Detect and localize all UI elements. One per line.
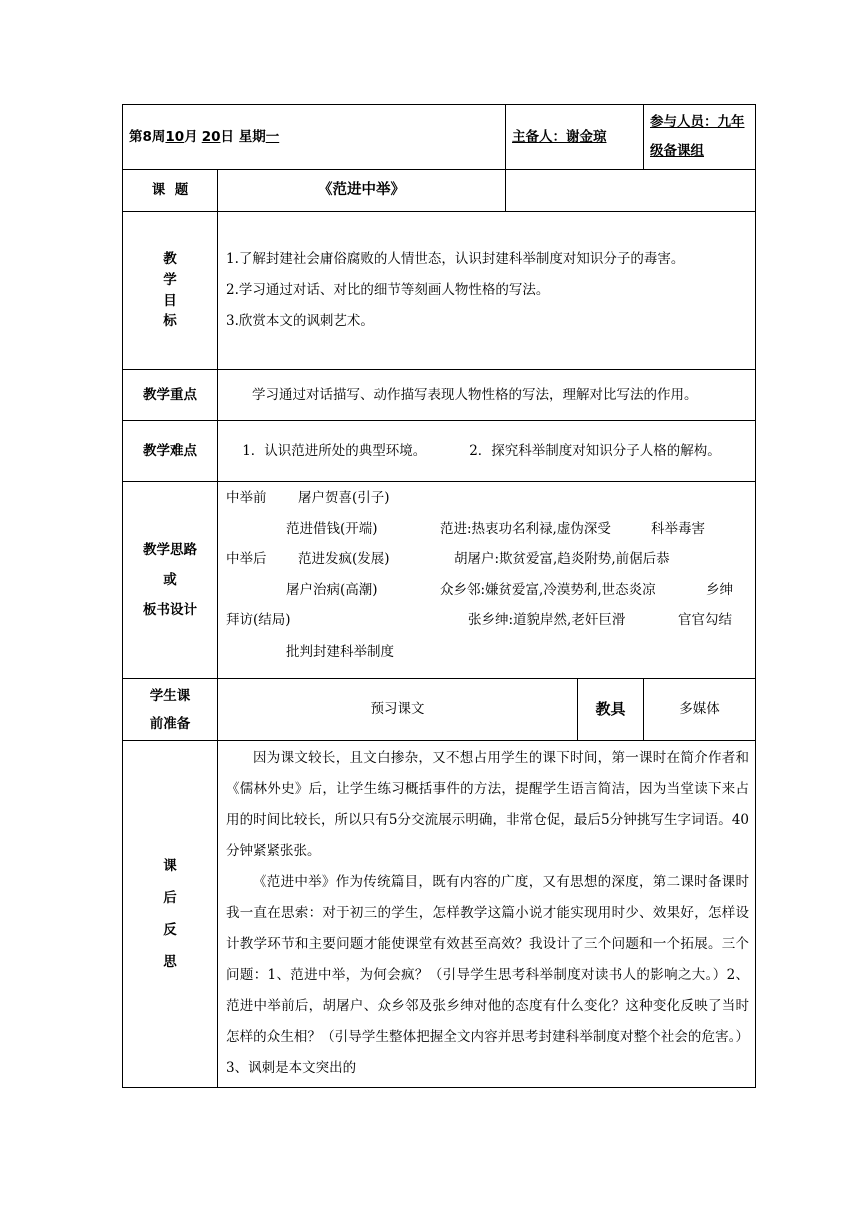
reflection-paragraph: 《范进中举》作为传统篇目，既有内容的广度，又有思想的深度，第二课时备课时我一直在思索：对于初三的学生，怎样教学这篇小说才能实现用时少、效果好，怎样设计教学环节和主要问题才能使课堂有效甚至高效？我设计了三个问题和一个拓展。三个问题：1、范进中举，为何会疯？（引导学生思考科举制度对读书人的影响之大。）2、范进中举前后，胡屠户、众乡邻及张乡绅对他的态度有什么变化？这种变化反映了当时怎样的众生相？（引导学生整体把握全文内容并思考封建科举制度对整个社会的危害。）3、讽刺是本文突出的 [226, 874, 750, 1076]
preparation-row [123, 679, 756, 741]
design-line: 胡屠户:欺贫爱富,趋炎附势,前倨后恭 [454, 551, 670, 567]
reflection-label-char: 课 [163, 858, 177, 874]
design-line: 屠户贺喜(引子) [298, 490, 390, 506]
topic-label-cell [123, 170, 218, 212]
week-suffix: 周 [151, 128, 166, 145]
design-label-line: 教学思路 [143, 542, 197, 558]
reflection-row [123, 741, 756, 1088]
reflection-paragraph: 因为课文较长，且文白掺杂，又不想占用学生的课下时间，第一课时在简介作者和《儒林外史》后，让学生练习概括事件的方法，提醒学生语言简洁，因为当堂读下来占用的时间比较长，所以只有5分交流展示明确，非常仓促，最后5分钟挑写生字词语。40分钟紧紧张张。 [226, 750, 750, 859]
topic-value-cell [218, 170, 506, 212]
objectives-row [123, 212, 756, 370]
key-points-label-cell [123, 370, 218, 421]
key-points-label: 教学重点 [143, 386, 197, 403]
topic-empty-cell [506, 170, 756, 212]
week-number: 8 [142, 128, 152, 145]
tools-value-cell [644, 679, 756, 741]
topic-row [123, 170, 756, 212]
month-suffix: 月 [184, 128, 198, 145]
header-row [123, 105, 756, 170]
difficulties-label: 教学难点 [143, 442, 197, 459]
topic-label: 课 题 [151, 182, 189, 199]
objective-item: 2.学习通过对话、对比的细节等刻画人物性格的写法。 [226, 282, 550, 298]
design-label-cell [123, 482, 218, 679]
design-line: 张乡绅:道貌岸然,老奸巨滑 [468, 612, 626, 628]
topic-value: 《范进中举》 [318, 182, 405, 199]
design-line: 拜访(结局) [226, 612, 291, 628]
tools-value: 多媒体 [679, 701, 720, 718]
board-design [218, 482, 755, 678]
design-line: 众乡邻:嫌贫爱富,冷漠势利,世态炎凉 [440, 582, 656, 598]
lead-preparer: 主备人：谢金琼 [512, 128, 607, 145]
key-points-row [123, 370, 756, 421]
objectives-label-char: 标 [163, 313, 177, 330]
design-line: 批判封建科举制度 [286, 644, 394, 660]
lesson-plan-table [122, 104, 756, 1088]
objective-item: 3.欣赏本文的讽刺艺术。 [226, 313, 374, 329]
difficulties-label-cell [123, 421, 218, 482]
design-line: 中举前 [226, 490, 267, 506]
difficulties-content-cell [218, 421, 756, 482]
objective-item: 1.了解封建社会庸俗腐败的人情世态，认识封建科举制度对知识分子的毒害。 [226, 251, 685, 267]
preparation-value-cell [218, 679, 578, 741]
difficulties-text: 1．认识范进所处的典型环境。 2．探究科举制度对知识分子人格的解构。 [242, 443, 721, 459]
key-points-content-cell [218, 370, 756, 421]
design-line: 科举毒害 [651, 521, 705, 537]
design-content-cell [218, 482, 756, 679]
design-label-line: 板书设计 [143, 602, 197, 618]
design-line: 范进借钱(开端) [286, 521, 378, 537]
objectives-label-char: 教 [163, 250, 177, 267]
day-suffix: 日 星期 [220, 128, 266, 145]
weekday-value: 一 [265, 128, 280, 145]
reflection-label-char: 思 [163, 954, 177, 970]
design-label-line: 或 [163, 572, 177, 588]
design-line: 范进发疯(发展) [298, 551, 390, 567]
preparation-label-line: 前准备 [149, 715, 191, 732]
design-line: 乡绅 [706, 582, 733, 598]
reflection-label-char: 反 [163, 922, 177, 938]
participants-cell [644, 105, 756, 170]
design-line: 范进:热衷功名利禄,虚伪深受 [440, 521, 611, 537]
week-prefix: 第 [129, 128, 143, 145]
reflection-content-cell [218, 741, 756, 1088]
objectives-label-char: 目 [163, 292, 177, 309]
design-row [123, 482, 756, 679]
design-line: 屠户治病(高潮) [286, 582, 378, 598]
objectives-content-cell [218, 212, 756, 370]
preparation-label-line: 学生课 [149, 687, 191, 704]
design-line: 官官勾结 [678, 612, 732, 628]
tools-label-cell [578, 679, 644, 741]
day-value: 20 [201, 128, 221, 145]
key-points-text: 学习通过对话描写、动作描写表现人物性格的写法，理解对比写法的作用。 [252, 386, 698, 403]
lead-preparer-cell [506, 105, 644, 170]
reflection-label-cell [123, 741, 218, 1088]
tools-label: 教具 [595, 699, 626, 718]
participants: 参与人员：九年级备课组 [650, 114, 745, 159]
preparation-label-cell [123, 679, 218, 741]
objectives-label-cell [123, 212, 218, 370]
objectives-label-char: 学 [163, 271, 177, 288]
month-value: 10 [165, 128, 185, 145]
design-line: 中举后 [226, 551, 267, 567]
difficulties-row [123, 421, 756, 482]
date-cell [123, 105, 506, 170]
reflection-label-char: 后 [163, 890, 177, 906]
preparation-value: 预习课文 [370, 701, 425, 718]
